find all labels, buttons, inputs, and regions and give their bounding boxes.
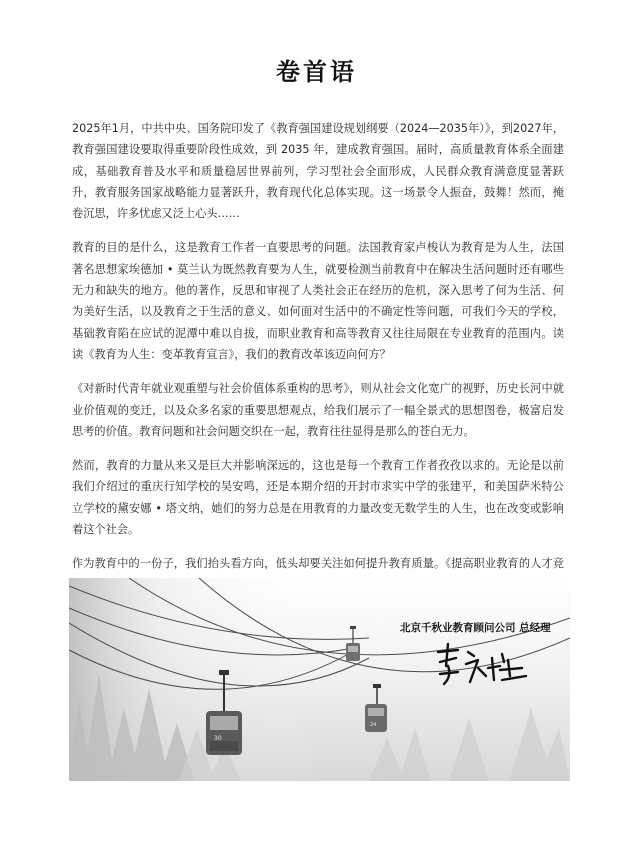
article-body <box>72 118 564 630</box>
signature <box>432 640 532 692</box>
paragraph-5: 作为教育中的一份子，我们抬头看方向，低头却要关注如何提升教育质量。《提高职业教育的人才竞 <box>72 557 564 571</box>
gondola-number-mid: 24 <box>370 722 377 728</box>
paragraph-3: 《对新时代青年就业观重塑与社会价值体系重构的思考》，则从社会文化宽广的视野，历史长河中就业价值观的变迁，以及众多名家的重要思想观点，给我们展示了一幅全景式的思想图卷，极富启发思考的价值。教育问题和社会问题交织在一起，教育往往显得是那么的苍白无力。 <box>72 382 564 438</box>
paragraph-2: 教育的目的是什么，这是教育工作者一直要思考的问题。法国教育家卢梭认为教育是为人生，法国著名思想家埃德加 • 莫兰认为既然教育要为人生，就要检测当前教育中在解决生活问题时还有哪些无力和缺失的地方。他的著作，反思和审视了人类社会正在经历的危机，深入思考了何为生活、何为美好生活，以及教育之于生活的意义、如何面对生活中的不确定性等问题，可我们今天的学校，基础教育陷在应试的泥潭中难以自拔，而职业教育和高等教育又往往局限在专业教育的范围内。读读《教育为人生：变革教育宣言》，我们的教育改革该迈向何方？ <box>72 241 564 361</box>
gondola-number-large: 30 <box>214 735 222 742</box>
signature-title: 北京千秋业教育顾问公司 总经理 <box>400 622 551 634</box>
paragraph-1: 2025年1月，中共中央、国务院印发了《教育强国建设规划纲要（2024—2035年）》，到2027年，教育强国建设要取得重要阶段性成效，到 2035 年，建成教育强国。届时，高质量教育体系全面建成，基础教育普及水平和质量稳居世界前列，学习型社会全面形成，人民群众教育满意度显著跃升，教育服务国家战略能力显著跃升，教育现代化总体实现。这一场景令人振奋，鼓舞！然而，掩卷沉思，许多忧虑又泛上心头…… <box>72 122 564 221</box>
paragraph-4: 然而，教育的力量从来又是巨大并影响深远的，这也是每一个教育工作者孜孜以求的。无论是以前我们介绍过的重庆行知学校的吴安鸣，还是本期介绍的开封市求实中学的张建平，和美国萨米特公立学校的黛安娜 • 塔文纳，她们的努力总是在用教育的力量改变无数学生的人生，也在改变或影响着这个社会。 <box>72 459 564 537</box>
page-title: 卷首语 <box>276 57 357 86</box>
